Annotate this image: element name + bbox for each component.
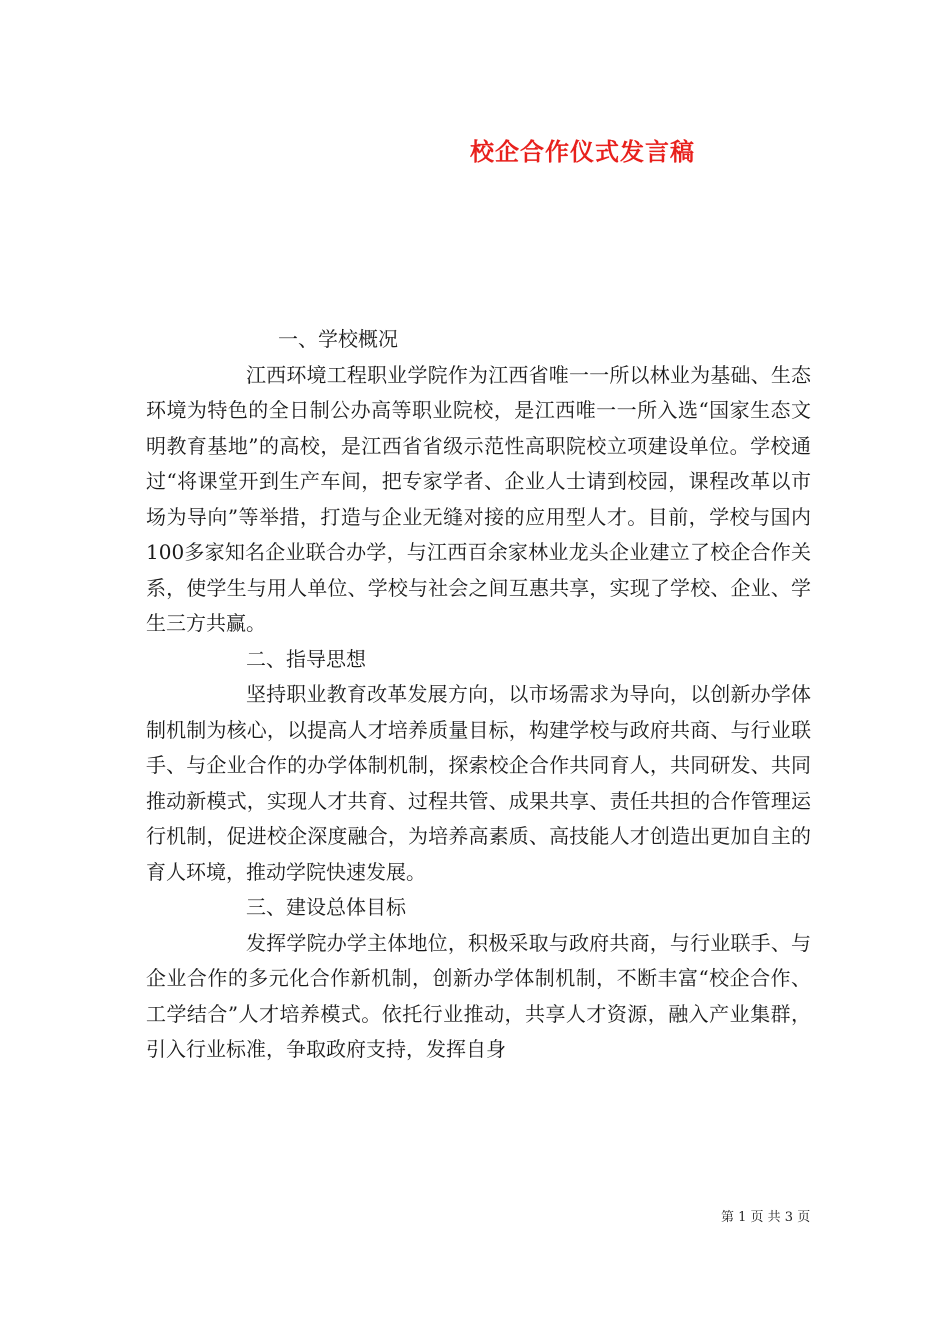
page-number: 第 1 页 共 3 页: [721, 1210, 811, 1225]
section-heading-overview: 一、学校概况: [278, 327, 398, 351]
section-heading-guiding-ideology: 二、指导思想: [246, 646, 366, 671]
page-title: 校企合作仪式发言稿: [470, 137, 695, 166]
section-body-overview: 江西环境工程职业学院作为江西省唯一一所以林业为基础、生态环境为特色的全日制公办高等职业院校，是江西唯一一所入选“国家生态文明教育基地”的高校，是江西省省级示范性高职院校立项建设单位。学校通过“将课堂开到生产车间，把专家学者、企业人士请到校园，课程改革以市场为导向”等举措，打造与企业无缝对接的应用型人才。目前，学校与国内100多家知名企业联合办学，与江西百余家林业龙头企业建立了校企合作关系，使学生与用人单位、学校与社会之间互惠共享，实现了学校、企业、学生三方共赢。: [146, 362, 811, 635]
document-body: [146, 322, 811, 1068]
section-heading-overall-goal: 三、建设总体目标: [246, 895, 406, 919]
section-body-overall-goal: 发挥学院办学主体地位，积极采取与政府共商，与行业联手、与企业合作的多元化合作新机制，创新办学体制机制，不断丰富“校企合作、工学结合”人才培养模式。依托行业推动，共享人才资源，融入产业集群，引入行业标准，争取政府支持，发挥自身: [146, 930, 811, 1061]
section-body-guiding-ideology: 坚持职业教育改革发展方向，以市场需求为导向，以创新办学体制机制为核心，以提高人才培养质量目标，构建学校与政府共商、与行业联手、与企业合作的办学体制机制，探索校企合作共同育人，共同研发、共同推动新模式，实现人才共育、过程共管、成果共享、责任共担的合作管理运行机制，促进校企深度融合，为培养高素质、高技能人才创造出更加自主的育人环境，推动学院快速发展。: [146, 682, 811, 884]
